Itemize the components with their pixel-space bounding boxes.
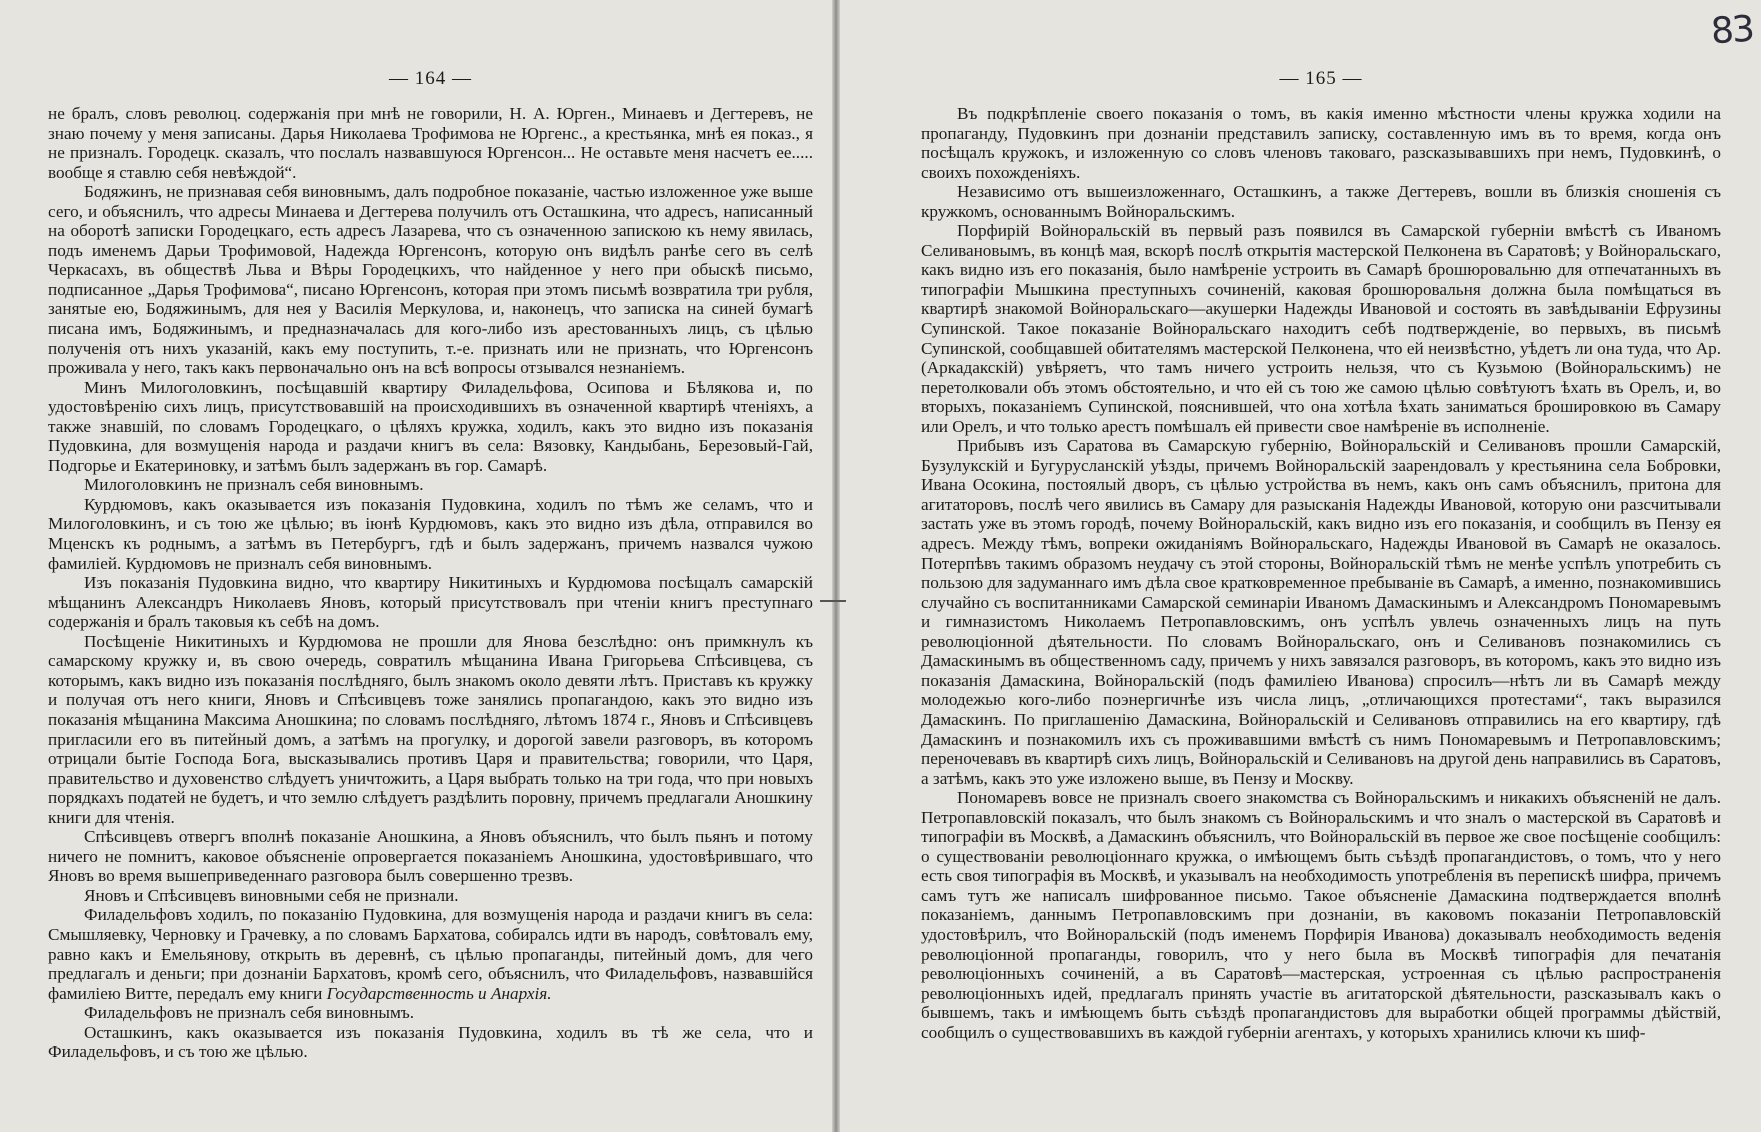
paragraph: Въ подкрѣпленіе своего показанія о томъ, въ какія именно мѣстности члены кружка ходили на пропаганду, Пудовкинъ при дознаніи представилъ записку, составленную имъ въ то время, когда онъ посѣщалъ кружокъ, и изложенную со словъ членовъ таковаго, разсказывавшихъ при немъ, Пудовкинѣ, о своихъ похожденіяхъ. bbox=[921, 104, 1721, 182]
paragraph: Курдюмовъ, какъ оказывается изъ показанія Пудовкина, ходилъ по тѣмъ же селамъ, что и Милоголовкинъ, и съ тою же цѣлью; въ іюнѣ Курдюмовъ, какъ это видно изъ дѣла, отправился во Мценскъ къ роднымъ, а затѣмъ въ Петербургъ, гдѣ и былъ задержанъ, причемъ назвался чужою фамиліей. Курдюмовъ не призналъ себя виновнымъ. bbox=[48, 494, 813, 573]
book-gutter bbox=[832, 0, 840, 1132]
paragraph: Осташкинъ, какъ оказывается изъ показанія Пудовкина, ходилъ въ тѣ же села, что и Филадельфовъ, и съ тою же цѣлью. bbox=[48, 1022, 813, 1062]
paragraph: Бодяжинъ, не признавая себя виновнымъ, далъ подробное показаніе, частью изложенное уже выше сего, и объяснилъ, что адресы Минаева и Дегтерева получилъ отъ Осташкина, что адресъ, написанный на оборотѣ записки Городецкаго, есть адресъ Лазарева, что съ означенною запискою къ нему явилась, подъ именемъ Дарьи Трофимовой, Надежда Юргенсонъ, которую онъ видѣлъ ранѣе сего въ селѣ Черкасахъ, въ обществѣ Льва и Вѣры Городецкихъ, что найденное у него при обыскѣ письмо, подписанное „Дарья Трофимова“, писано Юргенсонъ, которая при этомъ письмѣ возвратила три рубля, занятые ею, Бодяжинымъ, для нея у Василія Меркулова, и, наконецъ, что записка на синей бумагѣ писана имъ, Бодяжинымъ, и предназначалась для кого-либо изъ арестованныхъ лицъ, съ цѣлью полученія отъ нихъ указаній, какъ ему поступить, т.-е. признать или не признать, что Юргенсонъ проживала у него, такъ какъ первоначально онъ на всѣ вопросы отзывался незнаніемъ. bbox=[48, 182, 813, 378]
paragraph: Изъ показанія Пудовкина видно, что квартиру Никитиныхъ и Курдюмова посѣщалъ самарскій мѣщанинъ Александръ Николаевъ Яновъ, который присутствовалъ при чтеніи книгъ преступнаго содержанія и бралъ таковыя къ себѣ на домъ. bbox=[48, 573, 813, 632]
paragraph: Филадельфовъ не призналъ себя виновнымъ. bbox=[84, 1003, 415, 1023]
page-number-left: — 164 — bbox=[389, 68, 472, 89]
paragraph: Независимо отъ вышеизложеннаго, Осташкинъ, а также Дегтеревъ, вошли въ близкія сношенія съ кружкомъ, основаннымъ Войноральскимъ. bbox=[921, 182, 1721, 221]
paragraph: Спѣсивцевъ отвергъ вполнѣ показаніе Аношкина, а Яновъ объяснилъ, что былъ пьянъ и потому ничего не помнитъ, каковое объясненіе опровергается показаніемъ Аношкина, удостовѣрившаго, что Яновъ во время вышеприведеннаго разговора былъ совершенно трезвъ. bbox=[48, 827, 813, 886]
paragraph: не бралъ, словъ революц. содержанія при мнѣ не говорили, Н. А. Юрген., Минаевъ и Дегтеревъ, не знаю почему у меня записаны. Дарья Николаева Трофимова не Юргенс., а крестьянка, мнѣ ея показ., я не призналъ. Городецк. сказалъ, что послалъ назвавшуюся Юргенсон... Не оставьте меня насчетъ ее..... вообще я ставлю себя невѣждой“. bbox=[48, 104, 813, 182]
left-page-text bbox=[48, 104, 813, 1062]
paragraph: Пономаревъ вовсе не призналъ своего знакомства съ Войноральскимъ и никакихъ объясненій не далъ. Петропавловскій показалъ, что былъ знакомъ съ Войноральскимъ и что зналъ о мастерской въ Саратовѣ и типографіи въ Москвѣ, а Дамаскинъ объяснилъ, что Войноральскій въ первое же свое посѣщеніе сообщилъ: о существованіи революціоннаго кружка, о имѣющемъ быть съѣздѣ пропагандистовъ, о томъ, что у него есть своя типографія въ Москвѣ, и указывалъ на необходимость употребленія въ перепискѣ шифра, причемъ самъ тутъ же написалъ шифрованное письмо. Такое объясненіе Дамаскина подтверждается вполнѣ показаніемъ, даннымъ Петропавловскимъ при дознаніи, въ каковомъ показаніи Петропавловскій удостовѣрилъ, что Войноральскій (подъ именемъ Порфирія Иванова) доказывалъ необходимость веденія революціонной пропаганды, говорилъ, что у него была въ Москвѣ типографія для печатанія революціонныхъ сочиненій, а въ Саратовѣ—мастерская, устроенная съ цѣлью распространенія революціонныхъ идей, предлагалъ принять участіе въ агитаторской дѣятельности, разсказывалъ какъ о бывшемъ, такъ и имѣющемъ быть съѣздѣ пропагандистовъ для выработки общей программы дѣйствій, сообщилъ о существовавшихъ въ каждой губерніи агентахъ, у которыхъ хранились ключи къ шиф- bbox=[921, 788, 1721, 1042]
paragraph: Милоголовкинъ не призналъ себя виновнымъ. bbox=[84, 475, 424, 495]
paragraph: Прибывъ изъ Саратова въ Самарскую губернію, Войноральскій и Селивановъ прошли Самарскій, Бузулукскій и Бугурусланскій уѣзды, причемъ Войноральскій заарендовалъ у крестьянина села Бобровки, Ивана Осокина, постоялый дворъ, съ цѣлью устройства въ немъ, какъ онъ самъ объяснилъ, притона для агитаторовъ, послѣ чего явились въ Самару для разысканія Надежды Ивановой, которую они разсчитывали застать уже въ этомъ городѣ, почему Войноральскій, какъ видно изъ его показанія, и сообщилъ въ Пензу ея адресъ. Между тѣмъ, вопреки ожиданіямъ Войноральскаго, Надежды Ивановой въ Самарѣ не оказалось. Потерпѣвъ такимъ образомъ неудачу съ этой стороны, Войноральскій тѣмъ не менѣе успѣлъ употребить съ пользою для задуманнаго имъ дѣла свое кратковременное пребываніе въ Самарѣ, а именно, познакомившись случайно съ воспитанниками Самарской семинаріи Иваномъ Дамаскинымъ и Александромъ Пономаревымъ и гимназистомъ Николаемъ Петропавловскимъ, онъ успѣлъ увлечь означенныхъ лицъ на путь революціонной дѣятельности. По словамъ Войноральскаго, онъ и Селивановъ познакомились съ Дамаскинымъ въ общественномъ саду, причемъ у нихъ завязался разговоръ, въ которомъ, какъ это видно изъ показанія Дамаскина, Войноральскій (подъ фамиліею Иванова) спросилъ—нѣтъ ли въ Самарѣ между молодежью кого-либо поэнергичнѣе изъ числа лицъ, „отличающихся протестами“, такъ выразился Дамаскинъ. По приглашенію Дамаскина, Войноральскій и Селивановъ отправились на его квартиру, гдѣ Дамаскинъ и познакомилъ ихъ съ проживавшими вмѣстѣ съ нимъ Пономаревымъ и Петропавловскимъ; переночевавъ въ квартирѣ сихъ лицъ, Войноральскій и Селивановъ на другой день направились въ Саратовъ, а затѣмъ, какъ это уже изложено выше, въ Пензу и Москву. bbox=[921, 436, 1721, 788]
paragraph-text: Филадельфовъ ходилъ, по показанію Пудовкина, для возмущенія народа и раздачи книгъ въ села: Смышляевку, Черновку и Грачевку, а по словамъ Бархатова, собиралсь идти въ народъ, совѣтовалъ ему, равно какъ и Емельянову, открыть въ деревнѣ, съ цѣлью пропаганды, питейный домъ, для чего предлагалъ и деньги; при дознаніи Бархатовъ, кромѣ сего, объяснилъ, что Филадельфовъ, назвавшійся фамиліею Витте, передалъ ему книги bbox=[48, 905, 813, 1003]
right-page-text bbox=[921, 104, 1721, 1042]
paragraph bbox=[48, 905, 813, 1003]
left-page bbox=[0, 0, 835, 1132]
archive-folio-number: 83 bbox=[1709, 8, 1755, 53]
paragraph: Порфирій Войноральскій въ первый разъ появился въ Самарской губерніи вмѣстѣ съ Иваномъ Селивановымъ, въ концѣ мая, вскорѣ послѣ открытія мастерской Пелконена въ Саратовѣ; у Войноральскаго, какъ видно изъ его показанія, было намѣреніе устроить въ Самарѣ брошюровальню для отпечатанныхъ въ типографіи Мышкина преступныхъ сочиненій, каковая брошюровальня должна была помѣщаться въ квартирѣ знакомой Войноральскаго—акушерки Надежды Ивановой и состоять въ завѣдываніи Ефрузины Супинской. Такое показаніе Войноральскаго находитъ себѣ подтвержденіе, во первыхъ, въ письмѣ Супинской, сообщавшей обитателямъ мастерской Пелконена, что ей неизвѣстно, уѣдетъ ли она туда, что Ар. (Аркадакскій) увѣряетъ, что тамъ ничего устроить нельзя, что съ Кузьмою (Войноральскимъ) не перетолковали объ этомъ обстоятельно, и что ей съ тою же самою цѣлью совѣтуютъ ѣхать въ Орелъ, и, во вторыхъ, показаніемъ Супинской, пояснившей, что она хотѣла ѣхать заниматься брошировкою въ Самару или Орелъ, и что только арестъ помѣшалъ ей привести свое намѣреніе въ исполненіе. bbox=[921, 221, 1721, 436]
gutter-mark bbox=[820, 600, 846, 602]
right-page bbox=[835, 0, 1761, 1132]
book-title: Государственность и Анархія. bbox=[326, 983, 552, 1003]
paragraph: Яновъ и Спѣсивцевъ виновными себя не признали. bbox=[84, 885, 459, 905]
paragraph: Минъ Милоголовкинъ, посѣщавшій квартиру Филадельфова, Осипова и Бѣлякова и, по удостовѣренію сихъ лицъ, присутствовавшій на происходившихъ въ означенной квартирѣ чтеніяхъ, а также знавшій, по словамъ Городецкаго, о цѣляхъ кружка, ходилъ, какъ это видно изъ показанія Пудовкина, для возмущенія народа и раздачи книгъ въ села: Вязовку, Кандыбань, Березовый-Гай, Подгорье и Екатериновку, и затѣмъ былъ задержанъ въ гор. Самарѣ. bbox=[48, 377, 813, 475]
paragraph: Посѣщеніе Никитиныхъ и Курдюмова не прошли для Янова безслѣдно: онъ примкнулъ къ самарскому кружку и, въ свою очередь, совратилъ мѣщанина Ивана Григорьева Спѣсивцева, съ которымъ, какъ видно изъ показанія послѣдняго, былъ знакомъ около девяти лѣтъ. Приставъ къ кружку и получая отъ него книги, Яновъ и Спѣсивцевъ тоже занялись пропагандою, какъ это видно изъ показанія мѣщанина Максима Аношкина; по словамъ послѣдняго, лѣтомъ 1874 г., Яновъ и Спѣсивцевъ пригласили его въ питейный домъ, а затѣмъ на прогулку, и дорогой завели разговоръ, въ которомъ отрицали бытіе Господа Бога, высказывались противъ Царя и правительства; говорили, что Царя, правительство и духовенство слѣдуетъ уничтожить, а Царя выбрать только на три года, что при новыхъ порядкахъ податей не будетъ, и что землю слѣдуетъ раздѣлить поровну, причемъ предлагали Аношкину книги для чтенія. bbox=[48, 631, 813, 827]
page-number-right: — 165 — bbox=[1279, 68, 1363, 89]
